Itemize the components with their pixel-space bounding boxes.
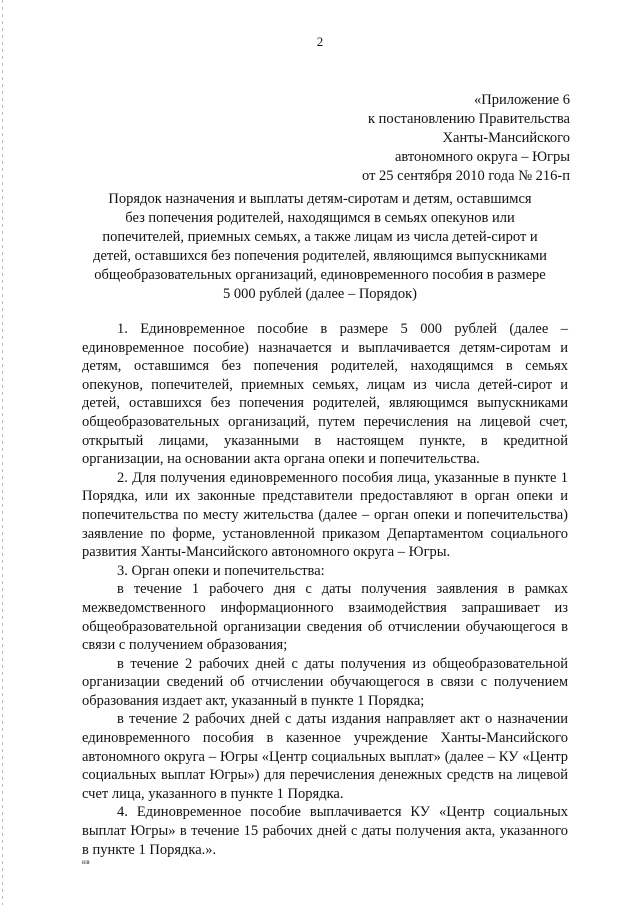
annex-line: к постановлению Правительства (368, 111, 570, 127)
paragraph-3: 3. Орган опеки и попечительства: (117, 562, 325, 579)
paragraph-2: 2. Для получения единовременного пособия лица, указанные в пункте 1 Порядка, или их законные представители предоставляют в орган опеки и попечительства по месту жительства (далее – орган опеки и попечительства) заявление по форме, установленной приказом Департаментом социального развития Ханты-Мансийского автономного округа – Югры. (82, 469, 568, 561)
document-body (82, 320, 568, 859)
title-line: 5 000 рублей (далее – Порядок) (223, 286, 417, 302)
title-line: детей, оставшихся без попечения родителей, являющимся выпускниками (93, 248, 547, 264)
paragraph-3-item-1: в течение 1 рабочего дня с даты получения заявления в рамках межведомственного информационного взаимодействия запрашивает из общеобразовательной организации сведения об отчислении обучающегося в связи с получением образования; (82, 581, 568, 654)
document-title (80, 190, 560, 304)
annex-header (362, 91, 570, 186)
title-line: общеобразовательных организаций, единовременного пособия в размере (94, 267, 546, 283)
page-number: 2 (316, 34, 324, 49)
title-line: без попечения родителей, находящимся в семьях опекунов или (125, 210, 515, 226)
annex-line: автономного округа – Югры (394, 149, 570, 165)
title-line: попечителей, приемных семьях, а также лицам из числа детей-сирот и (102, 229, 538, 245)
paragraph-1: 1. Единовременное пособие в размере 5 000 рублей (далее – единовременное пособие) назначается и выплачивается детям-сиротам и детям, оставшимся без попечения родителей, находящимся в семьях опекунов, попечителей, приемных семьях, лицам из числа детей-сирот и детей, оставшихся без попечения родителей, являющимся выпускниками общеобразовательных организаций, путем перечисления на лицевой счет, открытый лицами, указанными в настоящем пункте, в кредитной организации, на основании акта органа опеки и попечительства. (82, 321, 568, 468)
scan-edge (2, 0, 3, 905)
annex-line: «Приложение 6 (474, 92, 570, 108)
annex-line: от 25 сентября 2010 года № 216-п (362, 168, 570, 184)
paragraph-3-item-2: в течение 2 рабочих дней с даты получения из общеобразовательной организации сведений об отчислении обучающегося в связи с получением образования издает акт, указанный в пункте 1 Порядка; (82, 655, 568, 709)
paragraph-4: 4. Единовременное пособие выплачивается КУ «Центр социальных выплат Югры» в течение 15 рабочих дней с даты получения акта, указанного в пункте 1 Порядка.». (82, 804, 568, 858)
paragraph-3-item-3: в течение 2 рабочих дней с даты издания направляет акт о назначении единовременного пособия в казенное учреждение Ханты-Мансийского автономного округа – Югры «Центр социальных выплат» (далее – КУ «Центр социальных выплат Югры») для перечисления денежных средств на лицевой счет лица, указанного в пункте 1 Порядка. (82, 711, 568, 802)
annex-line: Ханты-Мансийского (442, 130, 570, 146)
footer-mark: нв (82, 858, 91, 866)
title-line: Порядок назначения и выплаты детям-сиротам и детям, оставшимся (108, 191, 532, 207)
